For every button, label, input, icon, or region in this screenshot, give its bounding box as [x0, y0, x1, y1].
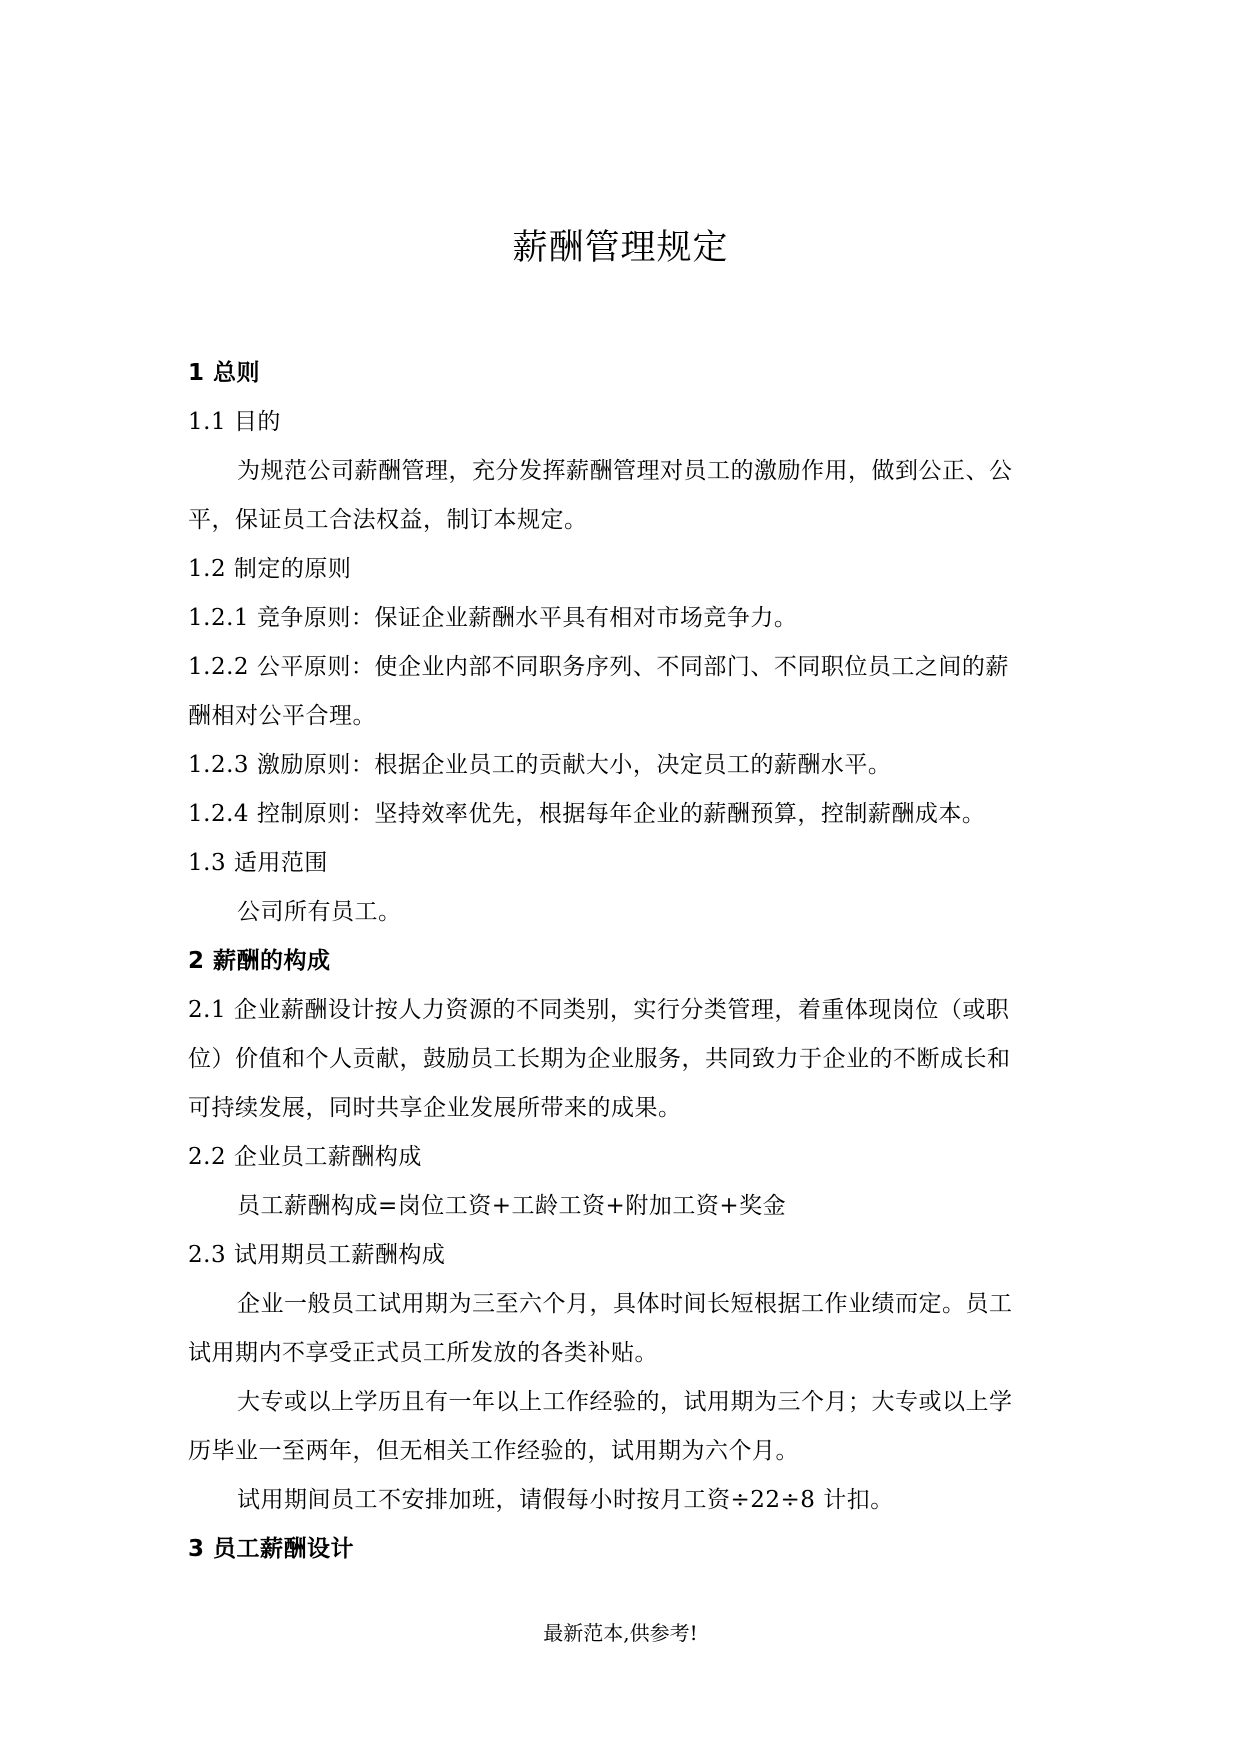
section-heading-1: 1 总则	[188, 360, 261, 386]
paragraph-line: 试用期内不享受正式员工所发放的各类补贴。	[188, 1340, 658, 1366]
paragraph-line: 试用期间员工不安排加班，请假每小时按月工资÷22÷8 计扣。	[237, 1487, 894, 1513]
paragraph-line: 平，保证员工合法权益，制订本规定。	[188, 507, 588, 533]
clause-1-2-1: 1.2.1 竞争原则：保证企业薪酬水平具有相对市场竞争力。	[188, 605, 798, 631]
page-footer: 最新范本,供参考!	[543, 1621, 698, 1645]
paragraph-line: 酬相对公平合理。	[188, 703, 376, 729]
paragraph-line: 位）价值和个人贡献，鼓励员工长期为企业服务，共同致力于企业的不断成长和	[188, 1046, 1011, 1072]
paragraph-line: 历毕业一至两年，但无相关工作经验的，试用期为六个月。	[188, 1438, 799, 1464]
subsection-heading-1-2: 1.2 制定的原则	[188, 556, 352, 582]
clause-1-2-2: 1.2.2 公平原则：使企业内部不同职务序列、不同部门、不同职位员工之间的薪	[188, 654, 1009, 680]
document-title: 薪酬管理规定	[512, 228, 729, 268]
section-heading-2: 2 薪酬的构成	[188, 948, 331, 974]
subsection-heading-2-3: 2.3 试用期员工薪酬构成	[188, 1242, 446, 1268]
paragraph-line: 为规范公司薪酬管理，充分发挥薪酬管理对员工的激励作用，做到公正、公	[237, 458, 1013, 484]
subsection-heading-1-3: 1.3 适用范围	[188, 850, 328, 876]
paragraph-line: 员工薪酬构成=岗位工资+工龄工资+附加工资+奖金	[237, 1193, 787, 1219]
clause-2-1: 2.1 企业薪酬设计按人力资源的不同类别，实行分类管理，着重体现岗位（或职	[188, 997, 1010, 1023]
paragraph-line: 企业一般员工试用期为三至六个月，具体时间长短根据工作业绩而定。员工	[237, 1291, 1013, 1317]
clause-1-2-4: 1.2.4 控制原则：坚持效率优先，根据每年企业的薪酬预算，控制薪酬成本。	[188, 801, 986, 827]
section-heading-3: 3 员工薪酬设计	[188, 1536, 355, 1562]
paragraph-line: 大专或以上学历且有一年以上工作经验的，试用期为三个月；大专或以上学	[237, 1389, 1013, 1415]
paragraph-line: 公司所有员工。	[237, 899, 402, 925]
subsection-heading-2-2: 2.2 企业员工薪酬构成	[188, 1144, 422, 1170]
document-body	[188, 349, 1068, 1574]
clause-1-2-3: 1.2.3 激励原则：根据企业员工的贡献大小，决定员工的薪酬水平。	[188, 752, 892, 778]
subsection-heading-1-1: 1.1 目的	[188, 409, 281, 435]
paragraph-line: 可持续发展，同时共享企业发展所带来的成果。	[188, 1095, 682, 1121]
